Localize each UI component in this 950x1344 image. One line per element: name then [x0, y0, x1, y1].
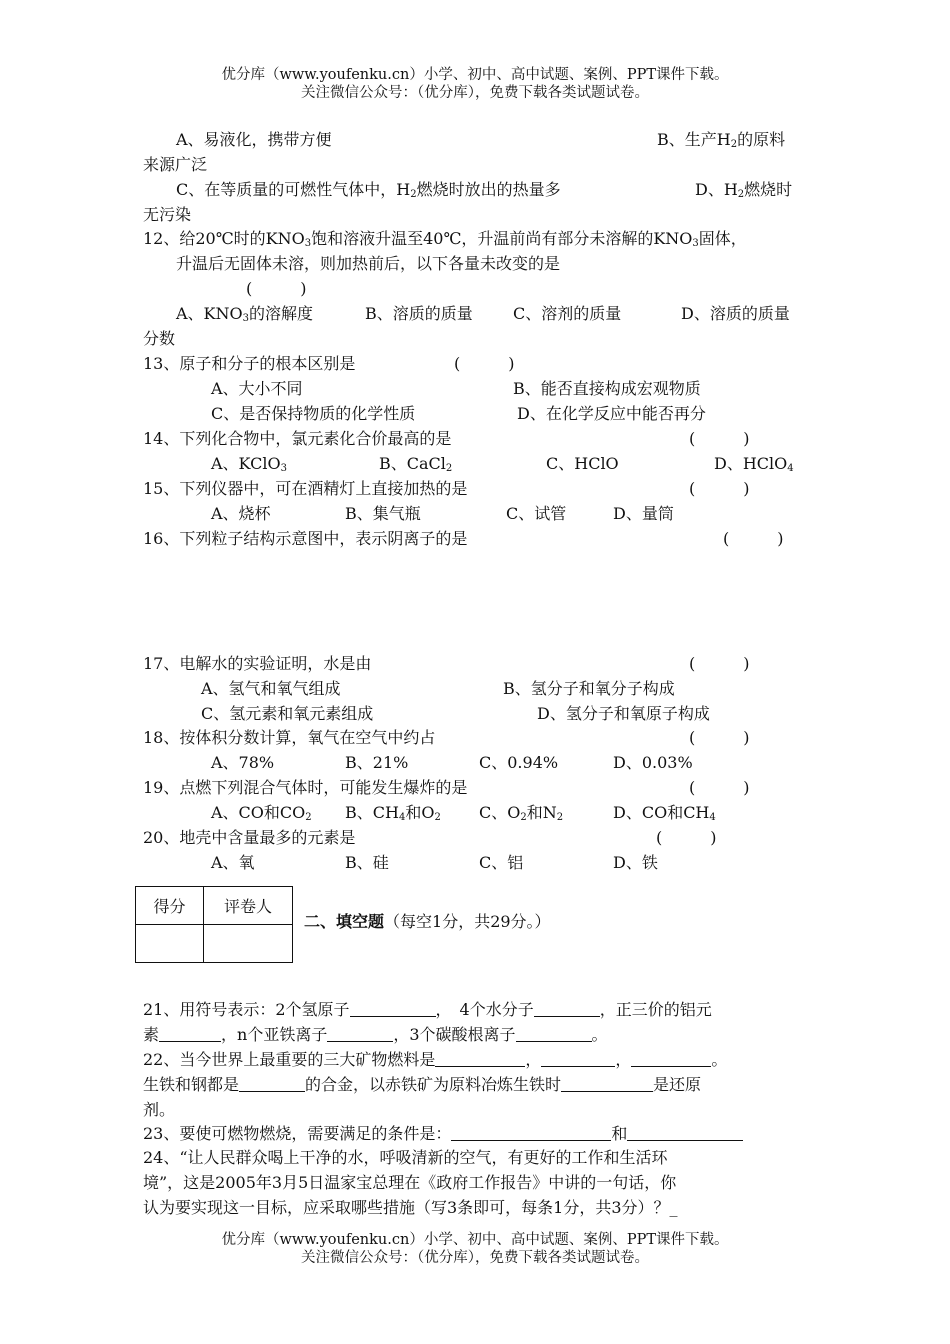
q20-stem: 20、地壳中含量最多的元素是 — [143, 828, 356, 847]
q15-option-c: C、试管 — [506, 504, 567, 523]
q22-blank-4[interactable] — [239, 1076, 305, 1092]
q15-option-b: B、集气瓶 — [345, 504, 421, 523]
q23-blank-2[interactable] — [627, 1125, 743, 1141]
q19-option-b: B、$CH_4$和$O_2$ — [345, 803, 441, 823]
q12-option-d-cont: 分数 — [143, 329, 176, 348]
header-line-2: 关注微信公众号：（优分库），免费下载各类试题试卷。 — [301, 85, 649, 101]
q20-option-b: B、硅 — [345, 853, 389, 872]
q12-stem: 12、给20℃时的$KNO_3$饱和溶液升温至40℃，升温前尚有部分未溶解的$KNO_3$固体， — [143, 229, 747, 249]
q13-option-b: B、能否直接构成宏观物质 — [513, 379, 701, 398]
q22-line2: 生铁和钢都是 的合金，以赤铁矿为原料冶炼生铁时 是还原 — [143, 1075, 702, 1094]
grader-cell[interactable] — [204, 925, 293, 963]
q21-line2: 素 ，n个亚铁离子 ，3个碳酸根离子 。 — [143, 1025, 608, 1044]
score-header: 得分 — [136, 887, 204, 925]
q11-option-a: A、易液化，携带方便 — [176, 130, 332, 149]
q14-option-b: B、CaCl$_2$ — [379, 454, 453, 474]
q13-option-a: A、大小不同 — [211, 379, 303, 398]
q23-line: 23、要使可燃物燃烧，需要满足的条件是： 和 — [143, 1124, 743, 1144]
q24-line1: 24、“让人民群众喝上干净的水，呼吸清新的空气，有更好的工作和生活环 — [143, 1148, 668, 1167]
q21-blank-2[interactable] — [534, 1001, 600, 1017]
q12-answer-paren: ( ) — [246, 279, 307, 298]
section-2-title: 二、填空题（每空1分，共29分。） — [304, 912, 551, 931]
q13-stem: 13、原子和分子的根本区别是 — [143, 354, 356, 373]
q18-option-d: D、0.03% — [613, 753, 693, 772]
q17-option-a: A、氢气和氧气组成 — [201, 679, 341, 698]
footer-line-1: 优分库（www.youfenku.cn）小学、初中、高中试题、案例、PPT课件下载。 — [221, 1232, 729, 1248]
score-table — [135, 886, 293, 963]
q14-option-c: C、HClO — [546, 454, 619, 473]
q18-answer-paren: ( ) — [689, 728, 750, 747]
q21-blank-3[interactable] — [159, 1026, 221, 1042]
q12-option-a: A、$KNO_3$的溶解度 — [176, 304, 314, 324]
score-cell[interactable] — [136, 925, 204, 963]
q11-option-b: B、生产$H_2$的原料 — [657, 130, 786, 150]
q12-stem-line2: 升温后无固体未溶，则加热前后，以下各量未改变的是 — [176, 254, 561, 273]
q16-stem: 16、下列粒子结构示意图中，表示阴离子的是 — [143, 529, 468, 548]
q11-option-d-cont: 无污染 — [143, 205, 192, 224]
q17-answer-paren: ( ) — [689, 654, 750, 673]
q24-line2: 境”，这是2005年3月5日温家宝总理在《政府工作报告》中讲的一句话，你 — [143, 1173, 677, 1192]
q19-option-a: A、CO和$CO_2$ — [211, 803, 312, 823]
q18-option-a: A、78% — [211, 753, 275, 772]
q15-answer-paren: ( ) — [689, 479, 750, 498]
q21-blank-1[interactable] — [350, 1001, 436, 1017]
q21-line1: 21、用符号表示：2个氢原子 ， 4个水分子 ，正三价的铝元 — [143, 1000, 712, 1019]
q12-option-b: B、溶质的质量 — [365, 304, 473, 323]
q14-option-d: D、HClO$_4$ — [714, 454, 794, 474]
q23-blank-1[interactable] — [451, 1125, 611, 1141]
q14-option-a: A、KClO$_3$ — [211, 454, 287, 474]
q21-blank-5[interactable] — [516, 1026, 592, 1042]
q16-answer-paren: ( ) — [723, 529, 784, 548]
footer-line-2: 关注微信公众号：（优分库），免费下载各类试题试卷。 — [301, 1250, 649, 1266]
q19-option-d: D、CO和$CH_4$ — [613, 803, 716, 823]
q20-option-c: C、铝 — [479, 853, 524, 872]
q11-option-b-cont: 来源广泛 — [143, 155, 208, 174]
q15-option-d: D、量筒 — [613, 504, 674, 523]
q18-stem: 18、按体积分数计算，氧气在空气中约占 — [143, 728, 436, 747]
q14-stem: 14、下列化合物中，氯元素化合价最高的是 — [143, 429, 452, 448]
q11-option-d: D、$H_2$燃烧时 — [695, 180, 793, 200]
q19-option-c: C、$O_2$和$N_2$ — [479, 803, 564, 823]
q17-option-b: B、氢分子和氧分子构成 — [503, 679, 675, 698]
q20-option-a: A、氧 — [211, 853, 255, 872]
q20-option-d: D、铁 — [613, 853, 658, 872]
header-line-1: 优分库（www.youfenku.cn）小学、初中、高中试题、案例、PPT课件下载。 — [221, 67, 729, 83]
q17-stem: 17、电解水的实验证明，水是由 — [143, 654, 372, 673]
q17-option-c: C、氢元素和氧元素组成 — [201, 704, 374, 723]
q13-answer-paren: ( ) — [454, 354, 515, 373]
q24-line3: 认为要实现这一目标，应采取哪些措施（写3条即可，每条1分，共3分）？_ — [143, 1198, 678, 1217]
grader-header: 评卷人 — [204, 887, 293, 925]
q18-option-b: B、21% — [345, 753, 409, 772]
q11-option-c: C、在等质量的可燃性气体中，$H_2$燃烧时放出的热量多 — [176, 180, 561, 200]
q13-option-d: D、在化学反应中能否再分 — [517, 404, 706, 423]
q19-answer-paren: ( ) — [689, 778, 750, 797]
q12-option-d: D、溶质的质量 — [681, 304, 790, 323]
q15-stem: 15、下列仪器中，可在酒精灯上直接加热的是 — [143, 479, 468, 498]
q22-blank-5[interactable] — [561, 1076, 653, 1092]
q22-blank-3[interactable] — [631, 1051, 711, 1067]
q22-blank-2[interactable] — [541, 1051, 615, 1067]
q22-blank-1[interactable] — [435, 1051, 525, 1067]
q18-option-c: C、0.94% — [479, 753, 559, 772]
q15-option-a: A、烧杯 — [211, 504, 271, 523]
q17-option-d: D、氢分子和氧原子构成 — [537, 704, 710, 723]
q13-option-c: C、是否保持物质的化学性质 — [211, 404, 416, 423]
q12-option-c: C、溶剂的质量 — [513, 304, 622, 323]
q22-line1: 22、当今世界上最重要的三大矿物燃料是 ， ， 。 — [143, 1050, 728, 1069]
q19-stem: 19、点燃下列混合气体时，可能发生爆炸的是 — [143, 778, 468, 797]
q21-blank-4[interactable] — [327, 1026, 393, 1042]
q22-line3: 剂。 — [143, 1100, 176, 1119]
q20-answer-paren: ( ) — [656, 828, 717, 847]
q14-answer-paren: ( ) — [689, 429, 750, 448]
